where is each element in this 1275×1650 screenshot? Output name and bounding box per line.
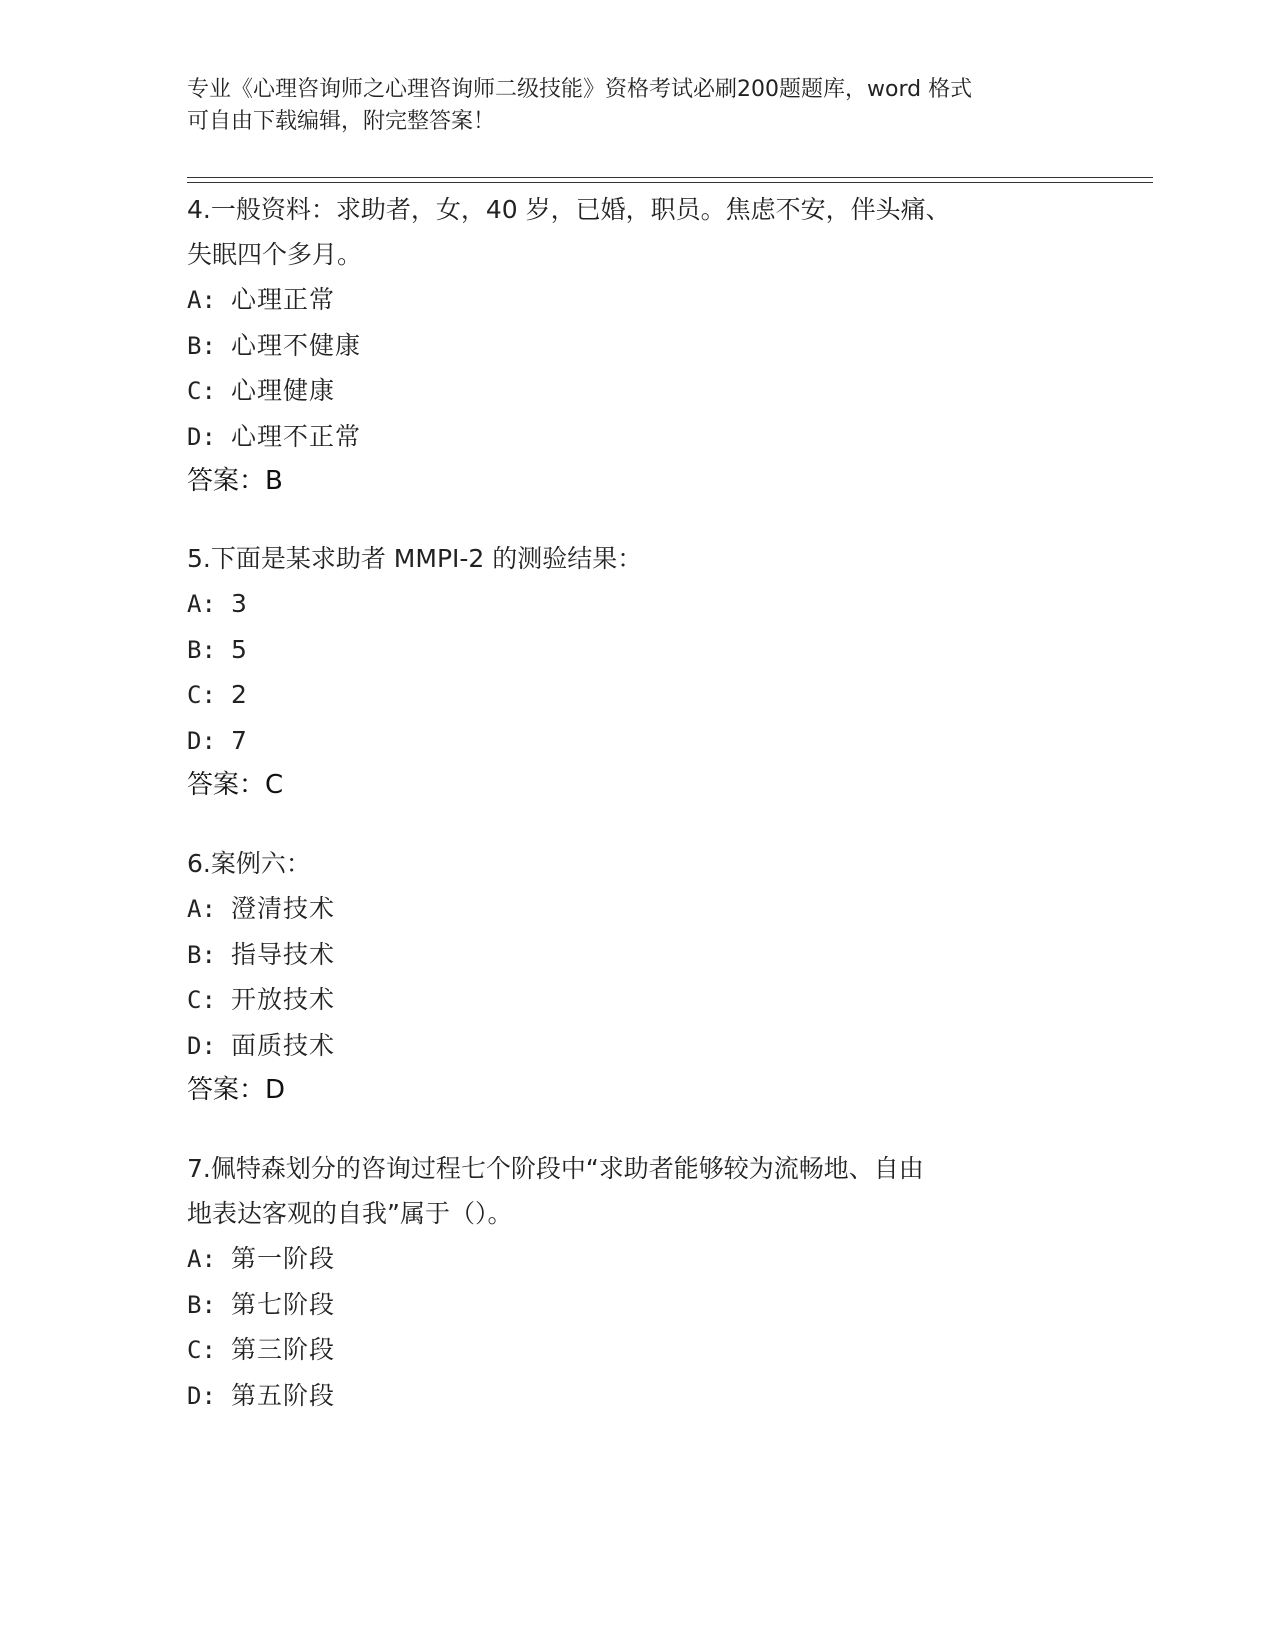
option-c [187, 368, 1067, 414]
answer-line: 答案：D [187, 1075, 286, 1105]
option-letter: A: [187, 590, 216, 618]
question-6 [187, 841, 1067, 1113]
question-stem-line: 7.佩特森划分的咨询过程七个阶段中“求助者能够较为流畅地、自由 [187, 1154, 924, 1183]
option-text: 心理不健康 [231, 330, 362, 360]
option-text: 第五阶段 [231, 1380, 336, 1410]
option-letter: B: [187, 940, 216, 969]
option-letter: B: [187, 1290, 216, 1319]
header-line-2: 可自由下载编辑，附完整答案！ [187, 109, 496, 134]
option-letter: D: [187, 422, 216, 451]
option-text: 心理不正常 [231, 421, 362, 451]
question-5 [187, 536, 1067, 808]
option-text: 第一阶段 [231, 1244, 336, 1273]
option-letter: D: [187, 1381, 216, 1410]
option-letter: A: [187, 895, 216, 923]
option-letter: A: [187, 286, 216, 314]
option-text: 第七阶段 [231, 1289, 336, 1319]
option-text: 3 [231, 589, 248, 618]
option-text: 心理健康 [231, 376, 336, 405]
option-b [187, 627, 1067, 673]
option-text: 第三阶段 [231, 1335, 336, 1364]
question-stem-line: 6.案例六： [187, 849, 311, 878]
option-c [187, 1327, 1067, 1373]
header-line-1: 专业《心理咨询师之心理咨询师二级技能》资格考试必刷200题题库，word 格式 [187, 77, 973, 102]
option-a [187, 277, 1067, 323]
option-text: 澄清技术 [231, 894, 336, 923]
document-header [187, 74, 1087, 138]
option-text: 7 [231, 725, 248, 755]
header-divider-bottom [187, 182, 1153, 183]
question-stem-line: 失眠四个多月。 [187, 240, 363, 269]
option-letter: C: [187, 986, 216, 1014]
option-letter: C: [187, 377, 216, 405]
option-letter: C: [187, 681, 216, 709]
option-d [187, 718, 1067, 764]
option-b [187, 932, 1067, 978]
question-stem-line: 5.下面是某求助者 MMPI-2 的测验结果： [187, 544, 643, 573]
option-d [187, 1023, 1067, 1069]
option-text: 2 [231, 680, 248, 709]
question-7 [187, 1146, 1067, 1418]
question-stem-line: 地表达客观的自我”属于（）。 [187, 1199, 513, 1228]
option-a [187, 886, 1067, 932]
option-d [187, 1373, 1067, 1419]
option-text: 心理正常 [231, 285, 336, 314]
answer-line: 答案：C [187, 770, 284, 800]
option-b [187, 1282, 1067, 1328]
option-d [187, 414, 1067, 460]
option-c [187, 672, 1067, 718]
option-a [187, 1236, 1067, 1282]
answer-line: 答案：B [187, 466, 283, 496]
option-a [187, 581, 1067, 627]
option-letter: B: [187, 331, 216, 360]
option-text: 开放技术 [231, 985, 336, 1014]
option-letter: A: [187, 1245, 216, 1273]
option-text: 指导技术 [231, 939, 336, 969]
question-4 [187, 187, 1067, 504]
option-letter: B: [187, 635, 216, 664]
option-text: 面质技术 [231, 1030, 336, 1060]
option-text: 5 [231, 634, 248, 664]
option-letter: C: [187, 1336, 216, 1364]
option-letter: D: [187, 1031, 216, 1060]
header-divider-top [187, 177, 1153, 178]
question-stem-line: 4.一般资料：求助者，女，40 岁，已婚，职员。焦虑不安，伴头痛、 [187, 195, 951, 224]
option-b [187, 323, 1067, 369]
option-c [187, 977, 1067, 1023]
option-letter: D: [187, 726, 216, 755]
